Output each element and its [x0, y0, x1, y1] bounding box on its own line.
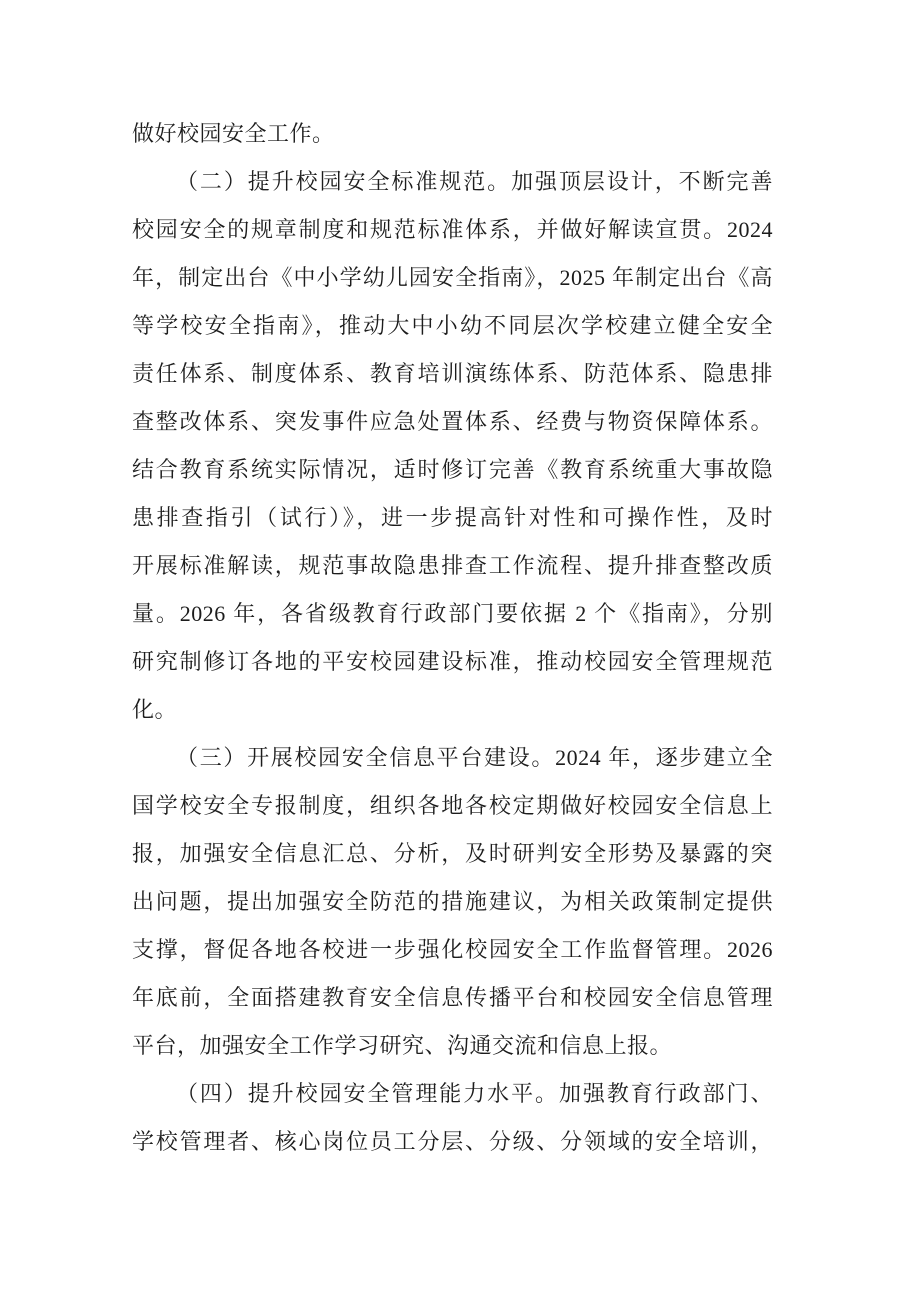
- document-line: 学校管理者、核心岗位员工分层、分级、分领域的安全培训，: [132, 1129, 773, 1154]
- document-line: 年底前，全面搭建教育安全信息传播平台和校园安全信息管理: [132, 985, 773, 1010]
- document-line: 患排查指引（试行）》，进一步提高针对性和可操作性，及时: [132, 505, 773, 530]
- document-line: 校园安全的规章制度和规范标准体系，并做好解读宣贯。2024: [132, 217, 773, 242]
- document-line: 年，制定出台《中小学幼儿园安全指南》，2025 年制定出台《高: [132, 265, 773, 290]
- document-line: 支撑，督促各地各校进一步强化校园安全工作监督管理。2026: [132, 937, 773, 962]
- document-line: 国学校安全专报制度，组织各地各校定期做好校园安全信息上: [132, 793, 773, 818]
- document-line: 量。2026 年，各省级教育行政部门要依据 2 个《指南》，分别: [132, 601, 773, 626]
- document-line section-heading-3: （三）开展校园安全信息平台建设。2024 年，逐步建立全: [176, 745, 773, 770]
- document-line section-heading-4: （四）提升校园安全管理能力水平。加强教育行政部门、: [176, 1081, 773, 1106]
- document-body: [132, 110, 773, 1166]
- document-line: 化。: [132, 697, 178, 722]
- document-line: 平台，加强安全工作学习研究、沟通交流和信息上报。: [132, 1033, 673, 1058]
- document-line: 出问题，提出加强安全防范的措施建议，为相关政策制定提供: [132, 889, 773, 914]
- document-line: 查整改体系、突发事件应急处置体系、经费与物资保障体系。: [132, 409, 773, 434]
- document-line: 等学校安全指南》，推动大中小幼不同层次学校建立健全安全: [132, 313, 773, 338]
- document-line: 报，加强安全信息汇总、分析，及时研判安全形势及暴露的突: [132, 841, 773, 866]
- document-line: 结合教育系统实际情况，适时修订完善《教育系统重大事故隐: [132, 457, 773, 482]
- document-line section-heading-2: （二）提升校园安全标准规范。加强顶层设计，不断完善: [176, 169, 773, 194]
- document-line: 研究制修订各地的平安校园建设标准，推动校园安全管理规范: [132, 649, 773, 674]
- document-line: 开展标准解读，规范事故隐患排查工作流程、提升排查整改质: [132, 553, 773, 578]
- document-line: 责任体系、制度体系、教育培训演练体系、防范体系、隐患排: [132, 361, 773, 386]
- document-line: 做好校园安全工作。: [132, 121, 335, 146]
